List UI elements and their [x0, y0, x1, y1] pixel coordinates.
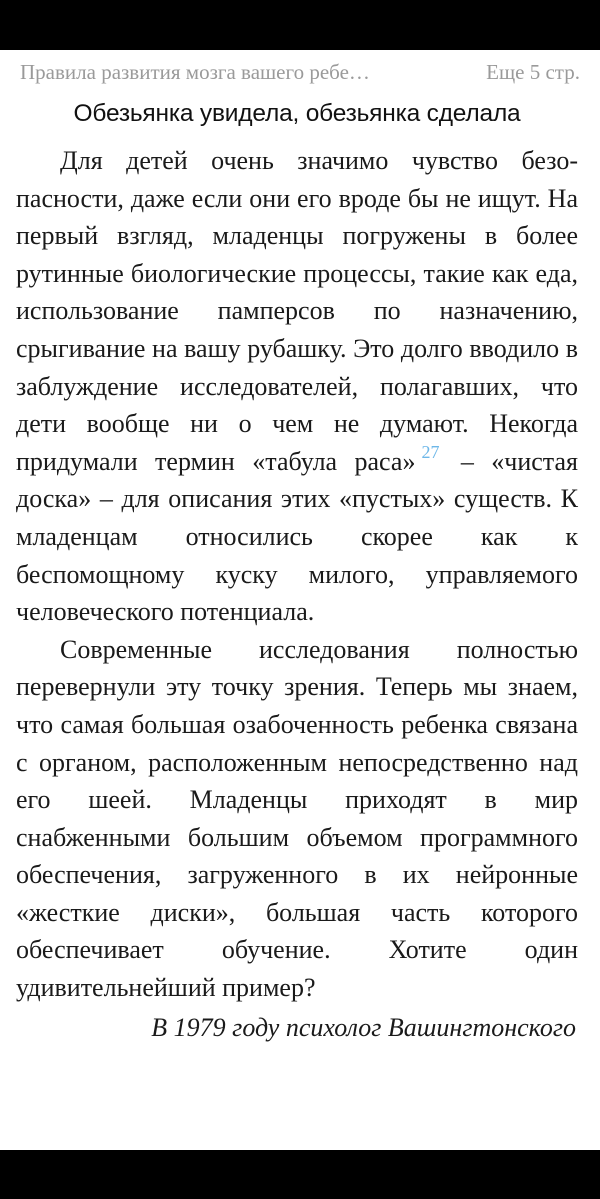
pages-left-indicator: Еще 5 стр.: [486, 60, 580, 84]
reader-page-content[interactable]: [16, 94, 578, 1046]
chapter-title: Обезьянка увидела, обезьянка сделала: [73, 100, 521, 127]
paragraph-1-text-cont: – «чистая доска» – для описания этих «пустых» существ. К младенцам относились скорее как к беспомощному куску милого, управляемого человеческого потенциала.: [16, 446, 578, 627]
paragraph-1-text: Для детей очень значимо чувство безопасности, даже если они его вроде бы не ищут. На первый взгляд, младенцы погружены в более рутинные биологические процессы, такие как еда, использование памперсов по назначению, срыгивание на вашу рубашку. Это долго вводило в заблуждение исследователей, полагавших, что дети вообще ни о чем не думают. Некогда придумали термин «табула раса»: [16, 146, 578, 476]
navigation-bar: [0, 1150, 600, 1199]
paragraph-1: [16, 142, 578, 631]
footnote-link[interactable]: 27: [421, 441, 440, 462]
book-title: Правила развития мозга вашего ребе…: [20, 60, 370, 84]
reader-header: [0, 50, 600, 94]
paragraph-3-italic: В 1979 году психолог Вашингтонского: [151, 1012, 576, 1042]
paragraph-2: Современные исследования полностью перевернули эту точку зрения. Теперь мы знаем, что самая большая озабоченность ребенка связана с органом, расположенным непосредственно над его шеей. Младенцы приходят в мир снабженными большим объемом программного обеспечения, загруженного в их нейронные «жесткие диски», большая часть которого обеспечивает обучение. Хотите один удивительнейший пример?: [16, 634, 578, 1003]
status-bar: [0, 0, 600, 50]
